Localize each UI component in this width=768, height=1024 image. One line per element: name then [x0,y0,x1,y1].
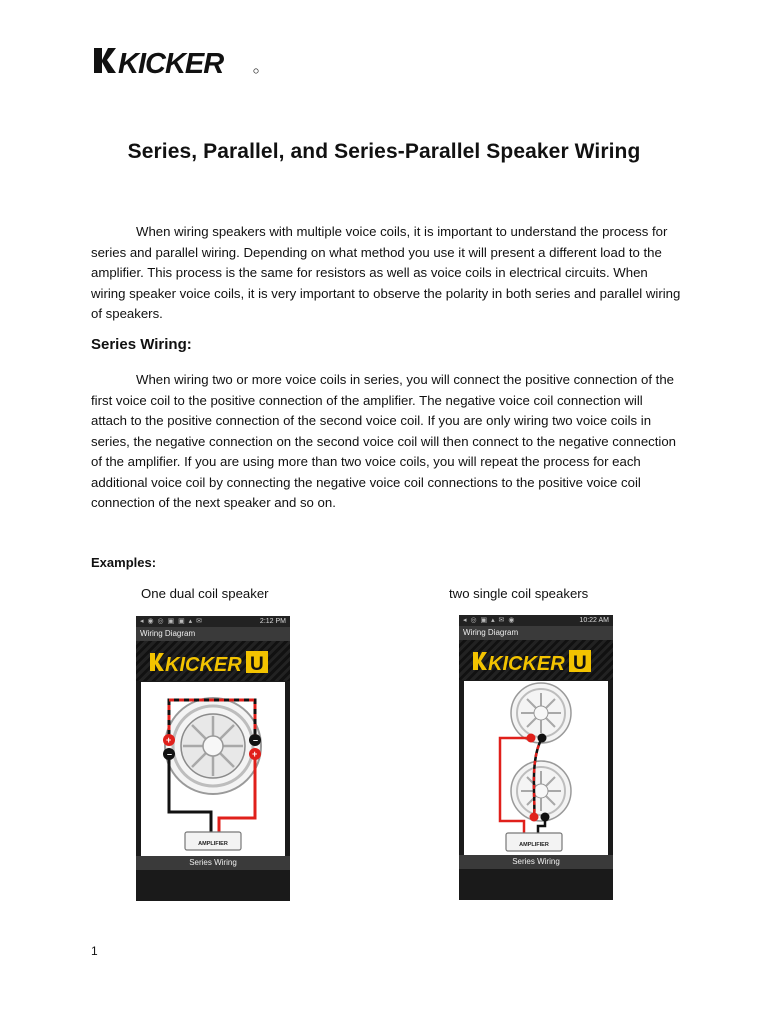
series-text: When wiring two or more voice coils in series, you will connect the positive connection of the first voice coil to the positive connection of the amplifier. The negative voice coil connection will attach to the positive connection of the second voice coil. If you are only wiring two voice coils in series, the negative connection on the second voice coil will then connect to the negative connection of the amplifier. If you are using more than two voice coils, you will repeat the process for each additional voice coil by connecting the negative voice coil connections to the positive voice coil connection of the next speaker and so on. [91,372,677,510]
footer-bar [459,855,613,869]
wiring-diagram [464,681,608,855]
example1-caption: One dual coil speaker [141,586,269,601]
speaker-icon [165,698,261,794]
examples-label: Examples: [91,555,157,570]
status-bar [136,616,290,627]
amplifier-label: AMPLIFIER [198,841,228,847]
series-paragraph [91,370,681,514]
notification-icons: ◂ ◉ ◎ ▣ ▣ ▴ ✉ [140,618,204,625]
negative-terminal-2 [541,813,550,822]
series-wiring-heading: Series Wiring: [91,336,192,353]
svg-text:+: + [252,749,258,759]
negative-terminal [538,734,547,743]
status-bar [459,615,613,626]
positive-terminal [527,734,536,743]
amplifier-label: AMPLIFIER [519,842,549,848]
app-title: Wiring Diagram [140,629,196,638]
footer-bar [136,856,290,870]
example1-screenshot [136,616,290,901]
app-bar [459,626,613,640]
kicker-logo-text: KICKER [118,48,224,80]
example2-caption: two single coil speakers [449,586,589,601]
banner-logo-text: KICKER [165,654,242,676]
svg-text:+: + [166,735,172,745]
banner-logo-text: KICKER [488,653,565,675]
positive-terminal-2 [530,813,539,822]
kicker-u-banner [459,640,613,680]
svg-text:–: – [167,749,173,759]
example2-screenshot [459,615,613,900]
banner-badge: U [573,653,587,674]
kicker-u-banner [136,641,290,681]
app-bar [136,627,290,641]
banner-badge: U [250,654,264,675]
app-title: Wiring Diagram [463,628,519,637]
page-title: Series, Parallel, and Series-Parallel Speaker Wiring [127,140,641,163]
status-time: 2:12 PM [259,618,286,625]
svg-text:–: – [253,735,259,745]
speaker-icon-2 [511,761,571,821]
kicker-logo [92,40,262,80]
page-number: 1 [91,944,98,958]
wiring-diagram [141,682,285,856]
notification-icons: ◂ ◎ ▣ ▴ ✉ ◉ [463,617,516,624]
footer-label: Series Wiring [512,857,560,866]
intro-paragraph [91,222,681,325]
status-time: 10:22 AM [579,617,609,624]
footer-label: Series Wiring [189,858,237,867]
intro-text: When wiring speakers with multiple voice coils, it is important to understand the process for series and parallel wiring. Depending on what method you use it will present a different load to the amplifier. This process is the same for resistors as well as voice coils in electrical circuits. When wiring speaker voice coils, it is very important to observe the polarity in both series and parallel wiring of speakers. [91,224,681,321]
